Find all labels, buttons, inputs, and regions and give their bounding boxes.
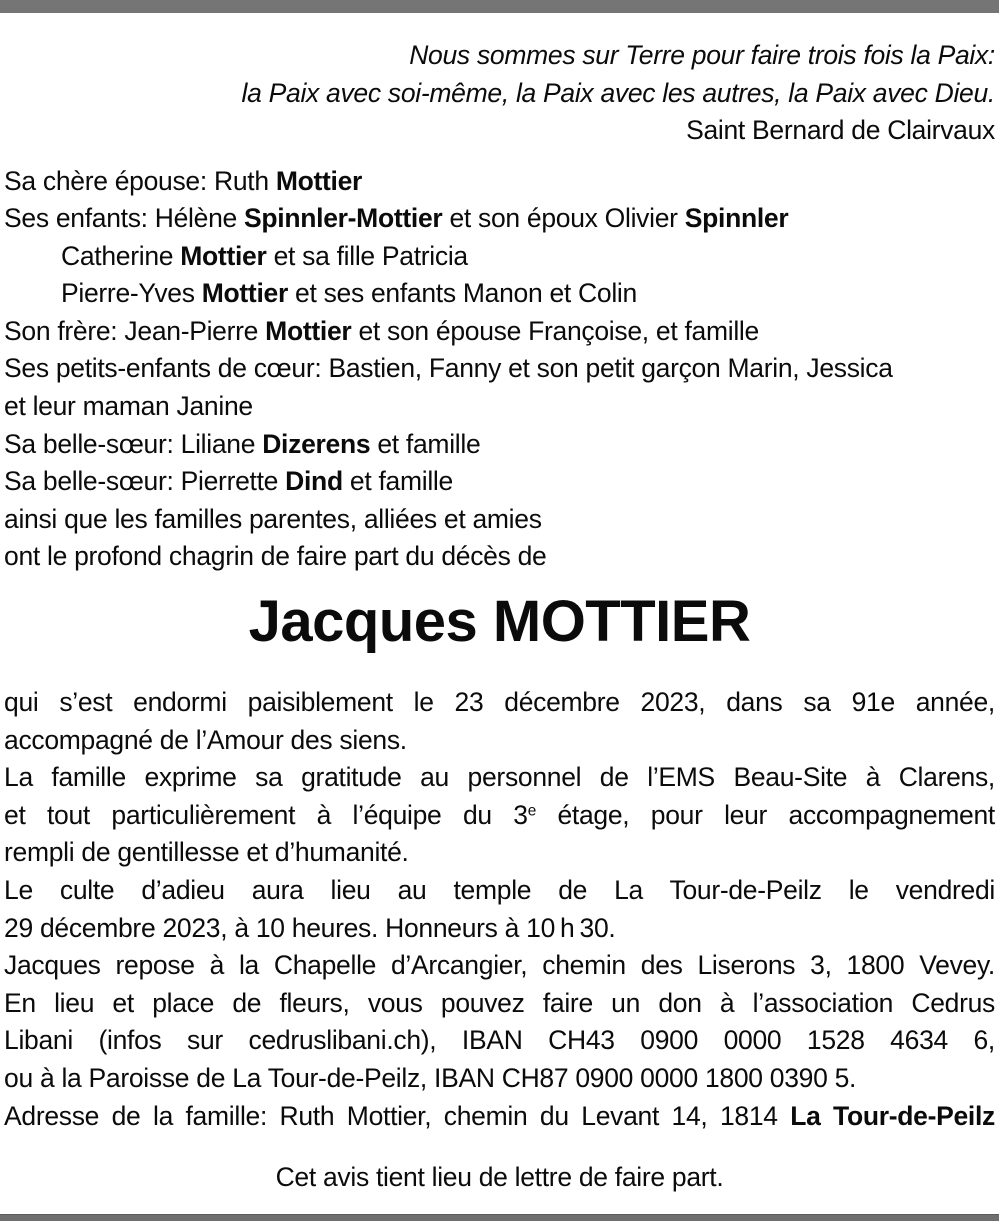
text-line: [4, 200, 995, 238]
text-segment: Sa belle-sœur: Pierrette: [4, 466, 286, 497]
text-segment: Catherine: [61, 240, 181, 271]
text-segment: et sa fille Patricia: [266, 240, 468, 271]
text-line: [4, 313, 995, 351]
text-line: [4, 1060, 995, 1098]
top-border-bar: [0, 0, 999, 13]
bold-text: Mottier: [180, 240, 267, 271]
family-list: [4, 163, 995, 577]
obituary-body: [4, 684, 995, 1135]
text-line: [4, 275, 995, 313]
text-segment: et famille: [342, 466, 453, 497]
text-segment: accompagné de l’Amour des siens.: [4, 724, 407, 755]
text-line: [4, 1098, 995, 1136]
text-line: [4, 538, 995, 576]
text-segment: ainsi que les familles parentes, alliées et amies: [4, 503, 542, 534]
text-segment: Ses enfants: Hélène: [4, 203, 245, 234]
text-line: [4, 501, 995, 539]
bottom-border-bar: [0, 1214, 999, 1221]
bold-text: Dind: [285, 466, 343, 497]
closing-line: Cet avis tient lieu de lettre de faire part.: [275, 1162, 724, 1193]
text-line: [4, 463, 995, 501]
deceased-name-heading: Jacques MOTTIER: [248, 589, 751, 655]
text-line: [4, 426, 995, 464]
text-line: [4, 163, 995, 201]
text-segment: qui s’est endormi paisiblement le 23 décembre 2023, dans sa 91e année,: [4, 687, 995, 718]
text-line: [4, 834, 995, 872]
text-segment: Ses petits-enfants de cœur: Bastien, Fanny et son petit garçon Marin, Jessica: [4, 353, 893, 384]
text-segment: et son époux Olivier: [442, 203, 685, 234]
bold-text: Spinnler-Mottier: [244, 203, 443, 234]
text-segment: et famille: [370, 428, 481, 459]
bold-text: La Tour-de-Peilz: [790, 1100, 996, 1131]
text-line: [4, 872, 995, 910]
text-segment: Pierre-Yves: [61, 278, 202, 309]
text-segment: et ses enfants Manon et Colin: [287, 278, 637, 309]
superscript-text: e: [527, 802, 536, 820]
text-line: [4, 350, 995, 388]
text-line: [4, 985, 995, 1023]
text-segment: Libani (infos sur cedruslibani.ch), IBAN CH43 0900 0000 1528 4634 6,: [4, 1025, 995, 1056]
epigraph-attribution: Saint Bernard de Clairvaux: [686, 115, 995, 145]
text-segment: étage, pour leur accompagnement: [535, 799, 995, 830]
text-segment: Son frère: Jean-Pierre: [4, 315, 266, 346]
bold-text: Mottier: [275, 165, 363, 196]
bold-text: Spinnler: [684, 203, 789, 234]
text-segment: et son épouse Françoise, et famille: [351, 315, 759, 346]
text-line: [4, 1022, 995, 1060]
epigraph: [4, 37, 995, 150]
text-segment: Jacques repose à la Chapelle d’Arcangier, chemin des Liserons 3, 1800 Vevey.: [4, 950, 995, 981]
epigraph-line-1: Nous sommes sur Terre pour faire trois fois la Paix:: [409, 40, 995, 70]
text-line: [4, 797, 995, 835]
text-segment: et leur maman Janine: [4, 391, 253, 422]
notice-content: [0, 37, 999, 1197]
text-segment: 29 décembre 2023, à 10 heures. Honneurs à 10 h 30.: [4, 912, 616, 943]
text-segment: Adresse de la famille: Ruth Mottier, chemin du Levant 14, 1814: [4, 1100, 791, 1131]
text-segment: Sa chère épouse: Ruth: [4, 165, 276, 196]
text-segment: Le culte d’adieu aura lieu au temple de La Tour-de-Peilz le vendredi: [4, 875, 995, 905]
bold-text: Mottier: [265, 315, 352, 346]
epigraph-line-2: la Paix avec soi-même, la Paix avec les autres, la Paix avec Dieu.: [241, 77, 995, 108]
text-segment: En lieu et place de fleurs, vous pouvez faire un don à l’association Cedrus: [4, 987, 995, 1018]
text-segment: Sa belle-sœur: Liliane: [4, 428, 263, 459]
text-line: [4, 388, 995, 426]
text-segment: ont le profond chagrin de faire part du décès de: [4, 541, 547, 572]
text-line: [4, 684, 995, 722]
text-line: [4, 910, 995, 948]
text-segment: La famille exprime sa gratitude au personnel de l’EMS Beau-Site à Clarens,: [4, 762, 995, 793]
text-segment: rempli de gentillesse et d’humanité.: [4, 837, 409, 868]
text-segment: ou à la Paroisse de La Tour-de-Peilz, IBAN CH87 0900 0000 1800 0390 5.: [4, 1062, 857, 1093]
text-line: [4, 947, 995, 985]
text-line: [4, 722, 995, 760]
bold-text: Dizerens: [262, 428, 371, 459]
text-line: [4, 238, 995, 276]
text-line: [4, 759, 995, 797]
text-segment: et tout particulièrement à l’équipe du 3: [4, 799, 528, 830]
bold-text: Mottier: [201, 278, 288, 309]
